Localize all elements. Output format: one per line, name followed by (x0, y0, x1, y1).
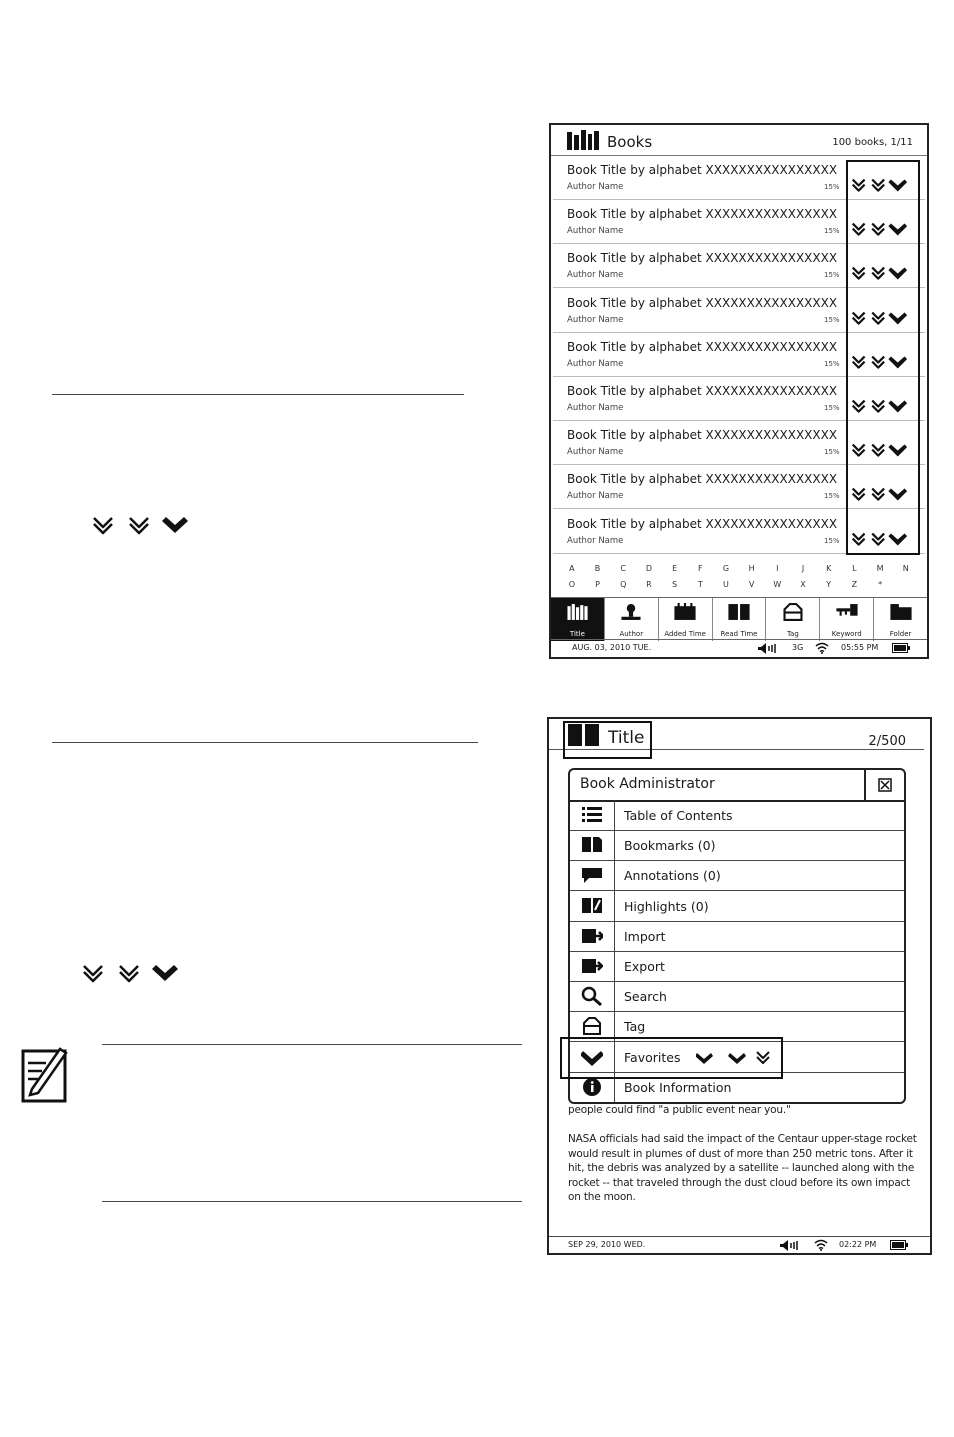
paragraph-line: on the moon. (568, 1191, 636, 1203)
alphabet-letter[interactable]: F (697, 564, 703, 573)
tab-label: Folder (889, 630, 912, 638)
alphabet-letter[interactable]: J (801, 564, 805, 573)
alphabet-letter[interactable]: Q (620, 580, 627, 589)
book-progress: 15% (824, 536, 840, 545)
book-title: Book Title by alphabet XXXXXXXXXXXXXXXX (567, 384, 838, 398)
menu-item-label: Export (624, 959, 665, 974)
title-highlight-box (563, 721, 652, 759)
alphabet-letter[interactable]: L (852, 564, 857, 573)
books-icon (565, 603, 589, 621)
tab-read-time[interactable] (713, 598, 767, 641)
menu-item-bookmarks[interactable] (570, 830, 904, 861)
menu-item-label: Bookmarks (0) (624, 838, 716, 854)
library-header (551, 125, 927, 156)
reader-text-line: people could find "a public event near you." (568, 1104, 791, 1116)
book-progress: 15% (824, 183, 840, 191)
tab-title[interactable] (551, 598, 605, 641)
alphabet-index-row-1 (559, 564, 919, 573)
tab-author[interactable] (605, 598, 659, 641)
menu-item-icon-cell (570, 860, 615, 890)
favorite-chevrons-icon (82, 962, 182, 984)
alphabet-letter[interactable]: U (723, 580, 729, 589)
book-author: Author Name (567, 182, 624, 192)
status-bar (551, 639, 927, 657)
book-progress: 15% (824, 359, 840, 368)
alphabet-letter[interactable]: R (646, 580, 652, 589)
battery-icon (892, 643, 910, 653)
person-icon (619, 603, 643, 621)
favorite-chevrons-icon (92, 514, 192, 536)
speaker-icon (779, 1240, 801, 1251)
book-progress: 15% (824, 227, 840, 236)
folder-icon (889, 603, 913, 621)
favorite-levels-legend-1 (92, 514, 192, 540)
favorites-highlight-box (560, 1037, 783, 1079)
book-author: Author Name (567, 447, 624, 458)
alphabet-letter[interactable]: O (568, 580, 575, 589)
book-title: Book Title by alphabet XXXXXXXXXXXXXXXX (567, 163, 838, 177)
alphabet-letter[interactable]: H (748, 564, 755, 573)
tab-label: Author (619, 630, 644, 638)
book-progress: 15% (824, 404, 840, 412)
menu-item-highlights[interactable] (570, 891, 904, 922)
book-author: Author Name (567, 226, 624, 237)
alphabet-letter[interactable]: B (594, 564, 601, 573)
book-author: Author Name (567, 403, 624, 413)
books-icon (567, 130, 599, 150)
open-book-icon (727, 603, 751, 621)
note-icon (20, 1045, 70, 1109)
book-title: Book Title by alphabet XXXXXXXXXXXXXXXX (567, 472, 838, 487)
menu-item-table-of-contents[interactable] (570, 800, 904, 831)
book-progress: 15% (824, 492, 840, 501)
menu-item-label: Tag (624, 1019, 646, 1035)
alphabet-index-row-2 (559, 580, 919, 589)
menu-item-icon-cell (570, 921, 615, 951)
key-icon (835, 603, 859, 621)
alphabet-letter[interactable]: Z (851, 580, 858, 589)
alphabet-letter[interactable]: * (878, 580, 883, 589)
menu-item-label: Annotations (0) (624, 868, 721, 884)
tab-folder[interactable] (874, 598, 927, 641)
reader-title: Title (608, 728, 645, 748)
book-author: Author Name (567, 491, 624, 502)
menu-item-label: Book Information (624, 1079, 732, 1095)
section-rule-2 (52, 742, 478, 743)
book-progress: 15% (824, 315, 840, 324)
paragraph-line: would result in plumes of dust of more than 250 metric tons. After it (568, 1147, 913, 1160)
alphabet-letter[interactable]: K (826, 564, 832, 573)
menu-item-icon-cell (570, 981, 615, 1011)
menu-item-icon-cell (570, 800, 615, 830)
annotation-icon (581, 865, 603, 885)
alphabet-letter[interactable]: C (620, 564, 627, 573)
menu-item-annotations[interactable] (570, 860, 904, 891)
menu-item-label: Import (624, 928, 666, 944)
alphabet-letter[interactable]: G (722, 564, 730, 573)
alphabet-letter[interactable]: T (697, 580, 703, 589)
menu-item-export[interactable] (570, 951, 904, 982)
sort-tab-bar (551, 597, 927, 641)
menu-item-icon-cell (570, 951, 615, 981)
tab-tag[interactable] (766, 598, 820, 641)
speaker-icon (758, 643, 778, 654)
bookmark-icon (581, 835, 603, 855)
book-author: Author Name (567, 535, 624, 546)
menu-item-label: Favorites (624, 1049, 681, 1065)
close-icon (878, 778, 892, 792)
tag-icon (581, 1016, 603, 1036)
paragraph-line: rocket -- that traveled through the dust cloud before its own impact (568, 1176, 911, 1189)
alphabet-letter[interactable]: D (645, 564, 652, 573)
tab-label: Keyword (831, 630, 862, 638)
alphabet-letter[interactable]: E (672, 564, 678, 573)
section-rule-1 (52, 394, 464, 395)
dialog-title: Book Administrator (580, 776, 715, 792)
close-button[interactable] (864, 770, 904, 800)
menu-item-label: Table of Contents (624, 808, 733, 823)
tab-label: Added Time (664, 630, 706, 638)
note-rule-top (102, 1044, 522, 1045)
status-time: 05:55 PM (841, 643, 879, 652)
calendar-icon (673, 603, 697, 621)
reader-screen (547, 717, 932, 1255)
dialog-header (570, 770, 904, 802)
alphabet-letter[interactable]: M (876, 564, 884, 573)
wifi-icon (815, 642, 829, 654)
reader-paragraph (568, 1132, 917, 1205)
menu-item-import[interactable] (570, 921, 904, 952)
tab-label: Tag (786, 630, 799, 638)
wifi-icon (814, 1239, 828, 1251)
library-screen (549, 123, 929, 659)
book-author: Author Name (567, 270, 624, 281)
book-title: Book Title by alphabet XXXXXXXXXXXXXXXX (567, 516, 838, 531)
book-title: Book Title by alphabet XXXXXXXXXXXXXXXX (567, 295, 838, 310)
book-title: Book Title by alphabet XXXXXXXXXXXXXXXX (567, 207, 838, 222)
alphabet-letter[interactable]: N (902, 564, 909, 573)
book-author: Author Name (567, 314, 624, 325)
info-icon (581, 1077, 603, 1097)
export-icon (581, 956, 603, 976)
book-progress: 15% (824, 448, 840, 457)
book-author: Author Name (567, 358, 624, 369)
alphabet-letter[interactable]: S (672, 580, 678, 589)
book-count: 100 books, 1/11 (832, 137, 913, 148)
book-title: Book Title by alphabet XXXXXXXXXXXXXXXX (567, 428, 838, 443)
tab-label: Read Time (720, 630, 758, 638)
book-title: Book Title by alphabet XXXXXXXXXXXXXXXX (567, 339, 838, 354)
alphabet-letter[interactable]: P (595, 580, 600, 589)
alphabet-letter[interactable]: V (748, 580, 755, 589)
favorite-levels-legend-2 (82, 962, 182, 988)
paragraph-line: hit, the debris was analyzed by a satellite -- launched along with the (568, 1162, 915, 1174)
tag-icon (781, 603, 805, 621)
tab-label: Title (569, 630, 585, 638)
search-icon (581, 986, 603, 1006)
page-indicator: 2/500 (868, 734, 906, 749)
alphabet-letter[interactable]: Y (826, 580, 832, 589)
book-progress: 15% (824, 271, 840, 280)
battery-icon (890, 1240, 908, 1250)
alphabet-letter[interactable]: W (773, 580, 782, 589)
menu-item-icon-cell (570, 891, 615, 921)
menu-item-label: Highlights (0) (624, 898, 709, 914)
list-icon (581, 805, 603, 825)
status-date: AUG. 03, 2010 TUE. (572, 643, 652, 652)
highlight-icon (581, 896, 603, 916)
note-rule-bottom (102, 1201, 522, 1202)
status-date: SEP 29, 2010 WED. (568, 1240, 646, 1249)
library-title: Books (607, 133, 653, 151)
menu-item-search[interactable] (570, 981, 904, 1012)
tab-added-time[interactable] (659, 598, 713, 641)
favorites-highlight-box (846, 160, 920, 555)
menu-item-icon-cell (570, 830, 615, 860)
status-time: 02:22 PM (839, 1240, 877, 1249)
menu-item-label: Search (624, 989, 667, 1005)
book-title: Book Title by alphabet XXXXXXXXXXXXXXXX (567, 251, 838, 266)
alphabet-letter[interactable]: A (569, 564, 575, 573)
status-bar (549, 1236, 930, 1253)
alphabet-letter[interactable]: X (800, 580, 806, 589)
network-label: 3G (792, 643, 804, 652)
paragraph-line: NASA officials had said the impact of the Centaur upper-stage rocket (568, 1133, 917, 1145)
tab-keyword[interactable] (820, 598, 874, 641)
import-icon (581, 926, 603, 946)
alphabet-letter[interactable]: I (776, 564, 779, 573)
